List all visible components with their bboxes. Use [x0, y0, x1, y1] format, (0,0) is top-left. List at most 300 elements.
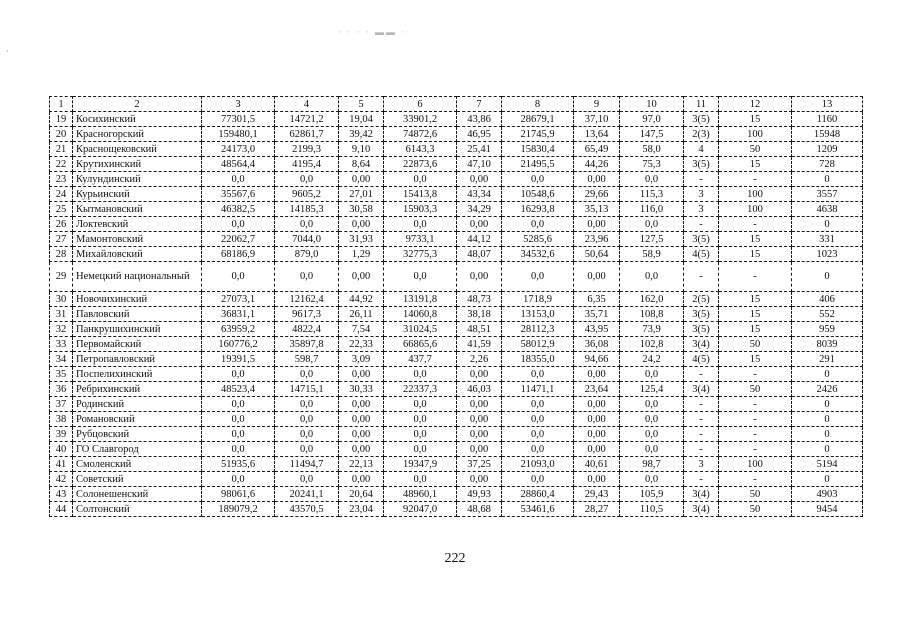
- table-row: [50, 262, 863, 292]
- value-cell: 9454: [792, 502, 863, 517]
- value-cell: 127,5: [620, 232, 684, 247]
- value-cell: -: [684, 412, 719, 427]
- value-cell: -: [719, 412, 792, 427]
- value-cell: 3557: [792, 187, 863, 202]
- value-cell: 37,25: [457, 457, 502, 472]
- table-row: [50, 502, 863, 517]
- value-cell: 6143,3: [384, 142, 457, 157]
- value-cell: 3: [684, 187, 719, 202]
- header-row: [50, 97, 863, 112]
- value-cell: 0: [792, 172, 863, 187]
- value-cell: 0,00: [457, 262, 502, 292]
- value-cell: -: [719, 442, 792, 457]
- value-cell: 4(5): [684, 352, 719, 367]
- value-cell: -: [719, 367, 792, 382]
- value-cell: 53461,6: [502, 502, 574, 517]
- value-cell: 41,59: [457, 337, 502, 352]
- value-cell: 28,27: [574, 502, 620, 517]
- row-number-cell: 23: [50, 172, 73, 187]
- value-cell: 0,00: [457, 442, 502, 457]
- value-cell: 26,11: [339, 307, 384, 322]
- value-cell: -: [719, 427, 792, 442]
- value-cell: 48,68: [457, 502, 502, 517]
- value-cell: 0,0: [202, 427, 275, 442]
- row-number-cell: 20: [50, 127, 73, 142]
- value-cell: 43570,5: [275, 502, 339, 517]
- value-cell: 552: [792, 307, 863, 322]
- value-cell: 24173,0: [202, 142, 275, 157]
- value-cell: 3(5): [684, 307, 719, 322]
- row-number-cell: 19: [50, 112, 73, 127]
- value-cell: 29,66: [574, 187, 620, 202]
- table-row: [50, 172, 863, 187]
- value-cell: 43,95: [574, 322, 620, 337]
- value-cell: 25,41: [457, 142, 502, 157]
- table-row: [50, 397, 863, 412]
- value-cell: 11494,7: [275, 457, 339, 472]
- value-cell: 1160: [792, 112, 863, 127]
- value-cell: 0,00: [457, 172, 502, 187]
- table-row: [50, 442, 863, 457]
- value-cell: 0,0: [502, 427, 574, 442]
- value-cell: 1209: [792, 142, 863, 157]
- value-cell: 15: [719, 232, 792, 247]
- district-name-cell: Панкрушихинский: [73, 322, 202, 337]
- value-cell: 15: [719, 292, 792, 307]
- table-row: [50, 367, 863, 382]
- value-cell: 291: [792, 352, 863, 367]
- column-number-5: 5: [339, 97, 384, 112]
- page-number: 222: [444, 551, 466, 566]
- value-cell: 13191,8: [384, 292, 457, 307]
- district-name-cell: ГО Славгород: [73, 442, 202, 457]
- value-cell: 0,0: [384, 172, 457, 187]
- value-cell: 0: [792, 412, 863, 427]
- value-cell: 728: [792, 157, 863, 172]
- value-cell: 98,7: [620, 457, 684, 472]
- value-cell: 23,04: [339, 502, 384, 517]
- row-number-cell: 31: [50, 307, 73, 322]
- value-cell: 437,7: [384, 352, 457, 367]
- row-number-cell: 25: [50, 202, 73, 217]
- value-cell: 38,18: [457, 307, 502, 322]
- value-cell: 48960,1: [384, 487, 457, 502]
- value-cell: 75,3: [620, 157, 684, 172]
- value-cell: 0,00: [339, 172, 384, 187]
- table-row: [50, 412, 863, 427]
- value-cell: 162,0: [620, 292, 684, 307]
- value-cell: 3: [684, 457, 719, 472]
- value-cell: 0,0: [275, 427, 339, 442]
- value-cell: 0: [792, 397, 863, 412]
- value-cell: -: [684, 217, 719, 232]
- district-name-cell: Кулундинский: [73, 172, 202, 187]
- value-cell: 15: [719, 247, 792, 262]
- value-cell: -: [719, 472, 792, 487]
- table-row: [50, 457, 863, 472]
- value-cell: -: [684, 442, 719, 457]
- value-cell: -: [684, 262, 719, 292]
- value-cell: 15: [719, 112, 792, 127]
- value-cell: -: [719, 397, 792, 412]
- value-cell: 0,0: [202, 442, 275, 457]
- value-cell: 10548,6: [502, 187, 574, 202]
- column-number-3: 3: [202, 97, 275, 112]
- value-cell: 34,29: [457, 202, 502, 217]
- value-cell: 0,0: [620, 472, 684, 487]
- table-row: [50, 472, 863, 487]
- value-cell: 0,00: [574, 262, 620, 292]
- value-cell: 9,10: [339, 142, 384, 157]
- row-number-cell: 22: [50, 157, 73, 172]
- district-name-cell: Солонешенский: [73, 487, 202, 502]
- value-cell: 44,26: [574, 157, 620, 172]
- value-cell: 959: [792, 322, 863, 337]
- value-cell: 40,61: [574, 457, 620, 472]
- value-cell: 0: [792, 367, 863, 382]
- value-cell: 46,03: [457, 382, 502, 397]
- row-number-cell: 24: [50, 187, 73, 202]
- value-cell: 0,0: [202, 367, 275, 382]
- value-cell: 105,9: [620, 487, 684, 502]
- value-cell: 0,0: [202, 397, 275, 412]
- value-cell: 0,00: [574, 172, 620, 187]
- row-number-cell: 38: [50, 412, 73, 427]
- value-cell: 0,0: [275, 412, 339, 427]
- value-cell: 0,0: [202, 172, 275, 187]
- value-cell: 0,0: [275, 397, 339, 412]
- value-cell: -: [684, 397, 719, 412]
- value-cell: 20241,1: [275, 487, 339, 502]
- value-cell: 0,0: [620, 427, 684, 442]
- value-cell: 5194: [792, 457, 863, 472]
- value-cell: 2,26: [457, 352, 502, 367]
- value-cell: 35567,6: [202, 187, 275, 202]
- value-cell: 34532,6: [502, 247, 574, 262]
- value-cell: 97,0: [620, 112, 684, 127]
- value-cell: 0,0: [620, 442, 684, 457]
- value-cell: 0,0: [275, 442, 339, 457]
- value-cell: 879,0: [275, 247, 339, 262]
- value-cell: 15: [719, 307, 792, 322]
- value-cell: 15413,8: [384, 187, 457, 202]
- value-cell: 29,43: [574, 487, 620, 502]
- value-cell: 20,64: [339, 487, 384, 502]
- row-number-cell: 29: [50, 262, 73, 292]
- value-cell: 14715,1: [275, 382, 339, 397]
- value-cell: 2(3): [684, 127, 719, 142]
- value-cell: 3: [684, 202, 719, 217]
- value-cell: 0,0: [502, 172, 574, 187]
- value-cell: 1718,9: [502, 292, 574, 307]
- row-number-cell: 40: [50, 442, 73, 457]
- row-number-cell: 35: [50, 367, 73, 382]
- value-cell: 102,8: [620, 337, 684, 352]
- value-cell: 0,00: [574, 367, 620, 382]
- value-cell: 15948: [792, 127, 863, 142]
- value-cell: 50: [719, 142, 792, 157]
- value-cell: 15: [719, 157, 792, 172]
- value-cell: 48,51: [457, 322, 502, 337]
- value-cell: 0,0: [502, 262, 574, 292]
- value-cell: 0,0: [275, 367, 339, 382]
- value-cell: 100: [719, 202, 792, 217]
- value-cell: 35897,8: [275, 337, 339, 352]
- value-cell: 92047,0: [384, 502, 457, 517]
- value-cell: 48564,4: [202, 157, 275, 172]
- value-cell: -: [684, 367, 719, 382]
- value-cell: 16293,8: [502, 202, 574, 217]
- table-row: [50, 322, 863, 337]
- value-cell: 30,33: [339, 382, 384, 397]
- value-cell: 160776,2: [202, 337, 275, 352]
- value-cell: 13153,0: [502, 307, 574, 322]
- district-name-cell: Родинский: [73, 397, 202, 412]
- value-cell: 8039: [792, 337, 863, 352]
- value-cell: 0,0: [202, 472, 275, 487]
- row-number-cell: 27: [50, 232, 73, 247]
- row-number-cell: 44: [50, 502, 73, 517]
- value-cell: 50: [719, 502, 792, 517]
- value-cell: 0,00: [457, 217, 502, 232]
- value-cell: 4195,4: [275, 157, 339, 172]
- value-cell: 46382,5: [202, 202, 275, 217]
- value-cell: 58012,9: [502, 337, 574, 352]
- value-cell: 18355,0: [502, 352, 574, 367]
- value-cell: 36831,1: [202, 307, 275, 322]
- district-name-cell: Мамонтовский: [73, 232, 202, 247]
- value-cell: 0,00: [457, 472, 502, 487]
- table-row: [50, 187, 863, 202]
- value-cell: 31,93: [339, 232, 384, 247]
- value-cell: 0,0: [202, 217, 275, 232]
- value-cell: 48,07: [457, 247, 502, 262]
- value-cell: 598,7: [275, 352, 339, 367]
- value-cell: 0,00: [574, 397, 620, 412]
- value-cell: 4638: [792, 202, 863, 217]
- row-number-cell: 37: [50, 397, 73, 412]
- value-cell: 3(5): [684, 322, 719, 337]
- district-name-cell: Крутихинский: [73, 157, 202, 172]
- value-cell: 68186,9: [202, 247, 275, 262]
- table-row: [50, 127, 863, 142]
- row-number-cell: 42: [50, 472, 73, 487]
- value-cell: 0,0: [620, 412, 684, 427]
- value-cell: 0,00: [457, 397, 502, 412]
- value-cell: 73,9: [620, 322, 684, 337]
- value-cell: 74872,6: [384, 127, 457, 142]
- value-cell: -: [684, 472, 719, 487]
- value-cell: 48,73: [457, 292, 502, 307]
- district-name-cell: Косихинский: [73, 112, 202, 127]
- value-cell: 0,00: [339, 397, 384, 412]
- value-cell: 31024,5: [384, 322, 457, 337]
- value-cell: -: [719, 172, 792, 187]
- district-name-cell: Краснощековский: [73, 142, 202, 157]
- value-cell: 28679,1: [502, 112, 574, 127]
- value-cell: 0,0: [275, 262, 339, 292]
- row-number-cell: 39: [50, 427, 73, 442]
- value-cell: 98061,6: [202, 487, 275, 502]
- column-number-11: 11: [684, 97, 719, 112]
- value-cell: 47,10: [457, 157, 502, 172]
- value-cell: 0,0: [275, 217, 339, 232]
- value-cell: 0,0: [202, 262, 275, 292]
- value-cell: 13,64: [574, 127, 620, 142]
- column-number-10: 10: [620, 97, 684, 112]
- value-cell: 3(5): [684, 232, 719, 247]
- value-cell: 0,00: [457, 367, 502, 382]
- value-cell: 0,0: [502, 442, 574, 457]
- value-cell: 0,0: [202, 412, 275, 427]
- value-cell: 14185,3: [275, 202, 339, 217]
- value-cell: 0: [792, 262, 863, 292]
- value-cell: 43,34: [457, 187, 502, 202]
- value-cell: 27073,1: [202, 292, 275, 307]
- value-cell: 0,00: [339, 262, 384, 292]
- value-cell: 62861,7: [275, 127, 339, 142]
- value-cell: 22,33: [339, 337, 384, 352]
- value-cell: 39,42: [339, 127, 384, 142]
- table-row: [50, 292, 863, 307]
- district-name-cell: Первомайский: [73, 337, 202, 352]
- value-cell: 0,00: [574, 427, 620, 442]
- column-number-4: 4: [275, 97, 339, 112]
- value-cell: 189079,2: [202, 502, 275, 517]
- district-name-cell: Советский: [73, 472, 202, 487]
- row-number-cell: 41: [50, 457, 73, 472]
- value-cell: 0,0: [384, 472, 457, 487]
- district-name-cell: Петропавловский: [73, 352, 202, 367]
- value-cell: 4(5): [684, 247, 719, 262]
- value-cell: 1,29: [339, 247, 384, 262]
- value-cell: 125,4: [620, 382, 684, 397]
- table-row: [50, 112, 863, 127]
- column-number-2: 2: [73, 97, 202, 112]
- value-cell: 3(4): [684, 487, 719, 502]
- value-cell: 116,0: [620, 202, 684, 217]
- value-cell: 0,0: [384, 262, 457, 292]
- value-cell: 28860,4: [502, 487, 574, 502]
- column-number-12: 12: [719, 97, 792, 112]
- value-cell: 50,64: [574, 247, 620, 262]
- value-cell: 6,35: [574, 292, 620, 307]
- value-cell: 14721,2: [275, 112, 339, 127]
- value-cell: 65,49: [574, 142, 620, 157]
- column-number-8: 8: [502, 97, 574, 112]
- table-row: [50, 232, 863, 247]
- value-cell: 0,00: [574, 412, 620, 427]
- value-cell: 0,00: [457, 427, 502, 442]
- value-cell: 15830,4: [502, 142, 574, 157]
- value-cell: 0,0: [620, 172, 684, 187]
- value-cell: 115,3: [620, 187, 684, 202]
- table-row: [50, 307, 863, 322]
- column-number-13: 13: [792, 97, 863, 112]
- value-cell: 4903: [792, 487, 863, 502]
- value-cell: 15: [719, 322, 792, 337]
- value-cell: 0,0: [275, 172, 339, 187]
- value-cell: 22337,3: [384, 382, 457, 397]
- district-name-cell: Поспелихинский: [73, 367, 202, 382]
- value-cell: 30,58: [339, 202, 384, 217]
- row-number-cell: 32: [50, 322, 73, 337]
- table-row: [50, 247, 863, 262]
- value-cell: -: [719, 217, 792, 232]
- value-cell: 50: [719, 382, 792, 397]
- value-cell: 0,00: [339, 427, 384, 442]
- table-row: [50, 202, 863, 217]
- value-cell: 147,5: [620, 127, 684, 142]
- value-cell: 7,54: [339, 322, 384, 337]
- value-cell: 50: [719, 337, 792, 352]
- value-cell: 8,64: [339, 157, 384, 172]
- value-cell: 2426: [792, 382, 863, 397]
- value-cell: 3(5): [684, 157, 719, 172]
- value-cell: 27,01: [339, 187, 384, 202]
- value-cell: 3(4): [684, 502, 719, 517]
- column-number-1: 1: [50, 97, 73, 112]
- value-cell: 0,0: [384, 442, 457, 457]
- value-cell: 51935,6: [202, 457, 275, 472]
- value-cell: 110,5: [620, 502, 684, 517]
- district-name-cell: Кытмановский: [73, 202, 202, 217]
- value-cell: 0: [792, 472, 863, 487]
- value-cell: 50: [719, 487, 792, 502]
- value-cell: 3(4): [684, 337, 719, 352]
- scan-artifact: · · · · ▬▬ ·: [338, 27, 407, 37]
- district-name-cell: Смоленский: [73, 457, 202, 472]
- table-row: [50, 382, 863, 397]
- value-cell: 3(4): [684, 382, 719, 397]
- value-cell: 0: [792, 442, 863, 457]
- value-cell: 100: [719, 457, 792, 472]
- value-cell: 0,0: [384, 427, 457, 442]
- district-name-cell: Немецкий национальный: [73, 262, 202, 292]
- value-cell: 28112,3: [502, 322, 574, 337]
- column-number-6: 6: [384, 97, 457, 112]
- value-cell: 0,0: [502, 397, 574, 412]
- value-cell: 0,00: [339, 472, 384, 487]
- value-cell: 63959,2: [202, 322, 275, 337]
- value-cell: 12162,4: [275, 292, 339, 307]
- value-cell: 9617,3: [275, 307, 339, 322]
- value-cell: 0,00: [339, 412, 384, 427]
- district-name-cell: Новочихинский: [73, 292, 202, 307]
- value-cell: 11471,1: [502, 382, 574, 397]
- row-number-cell: 33: [50, 337, 73, 352]
- data-table: [49, 96, 863, 517]
- value-cell: 0,0: [502, 472, 574, 487]
- value-cell: 0,0: [384, 367, 457, 382]
- value-cell: 0,0: [502, 412, 574, 427]
- value-cell: 21093,0: [502, 457, 574, 472]
- value-cell: 0,00: [574, 217, 620, 232]
- value-cell: 77301,5: [202, 112, 275, 127]
- table-row: [50, 157, 863, 172]
- value-cell: 331: [792, 232, 863, 247]
- value-cell: 7044,0: [275, 232, 339, 247]
- district-name-cell: Ребрихинский: [73, 382, 202, 397]
- value-cell: 5285,6: [502, 232, 574, 247]
- table-header: [50, 97, 863, 112]
- value-cell: 0,00: [339, 442, 384, 457]
- value-cell: 94,66: [574, 352, 620, 367]
- value-cell: 32775,3: [384, 247, 457, 262]
- district-name-cell: Солтонский: [73, 502, 202, 517]
- value-cell: 9605,2: [275, 187, 339, 202]
- value-cell: 46,95: [457, 127, 502, 142]
